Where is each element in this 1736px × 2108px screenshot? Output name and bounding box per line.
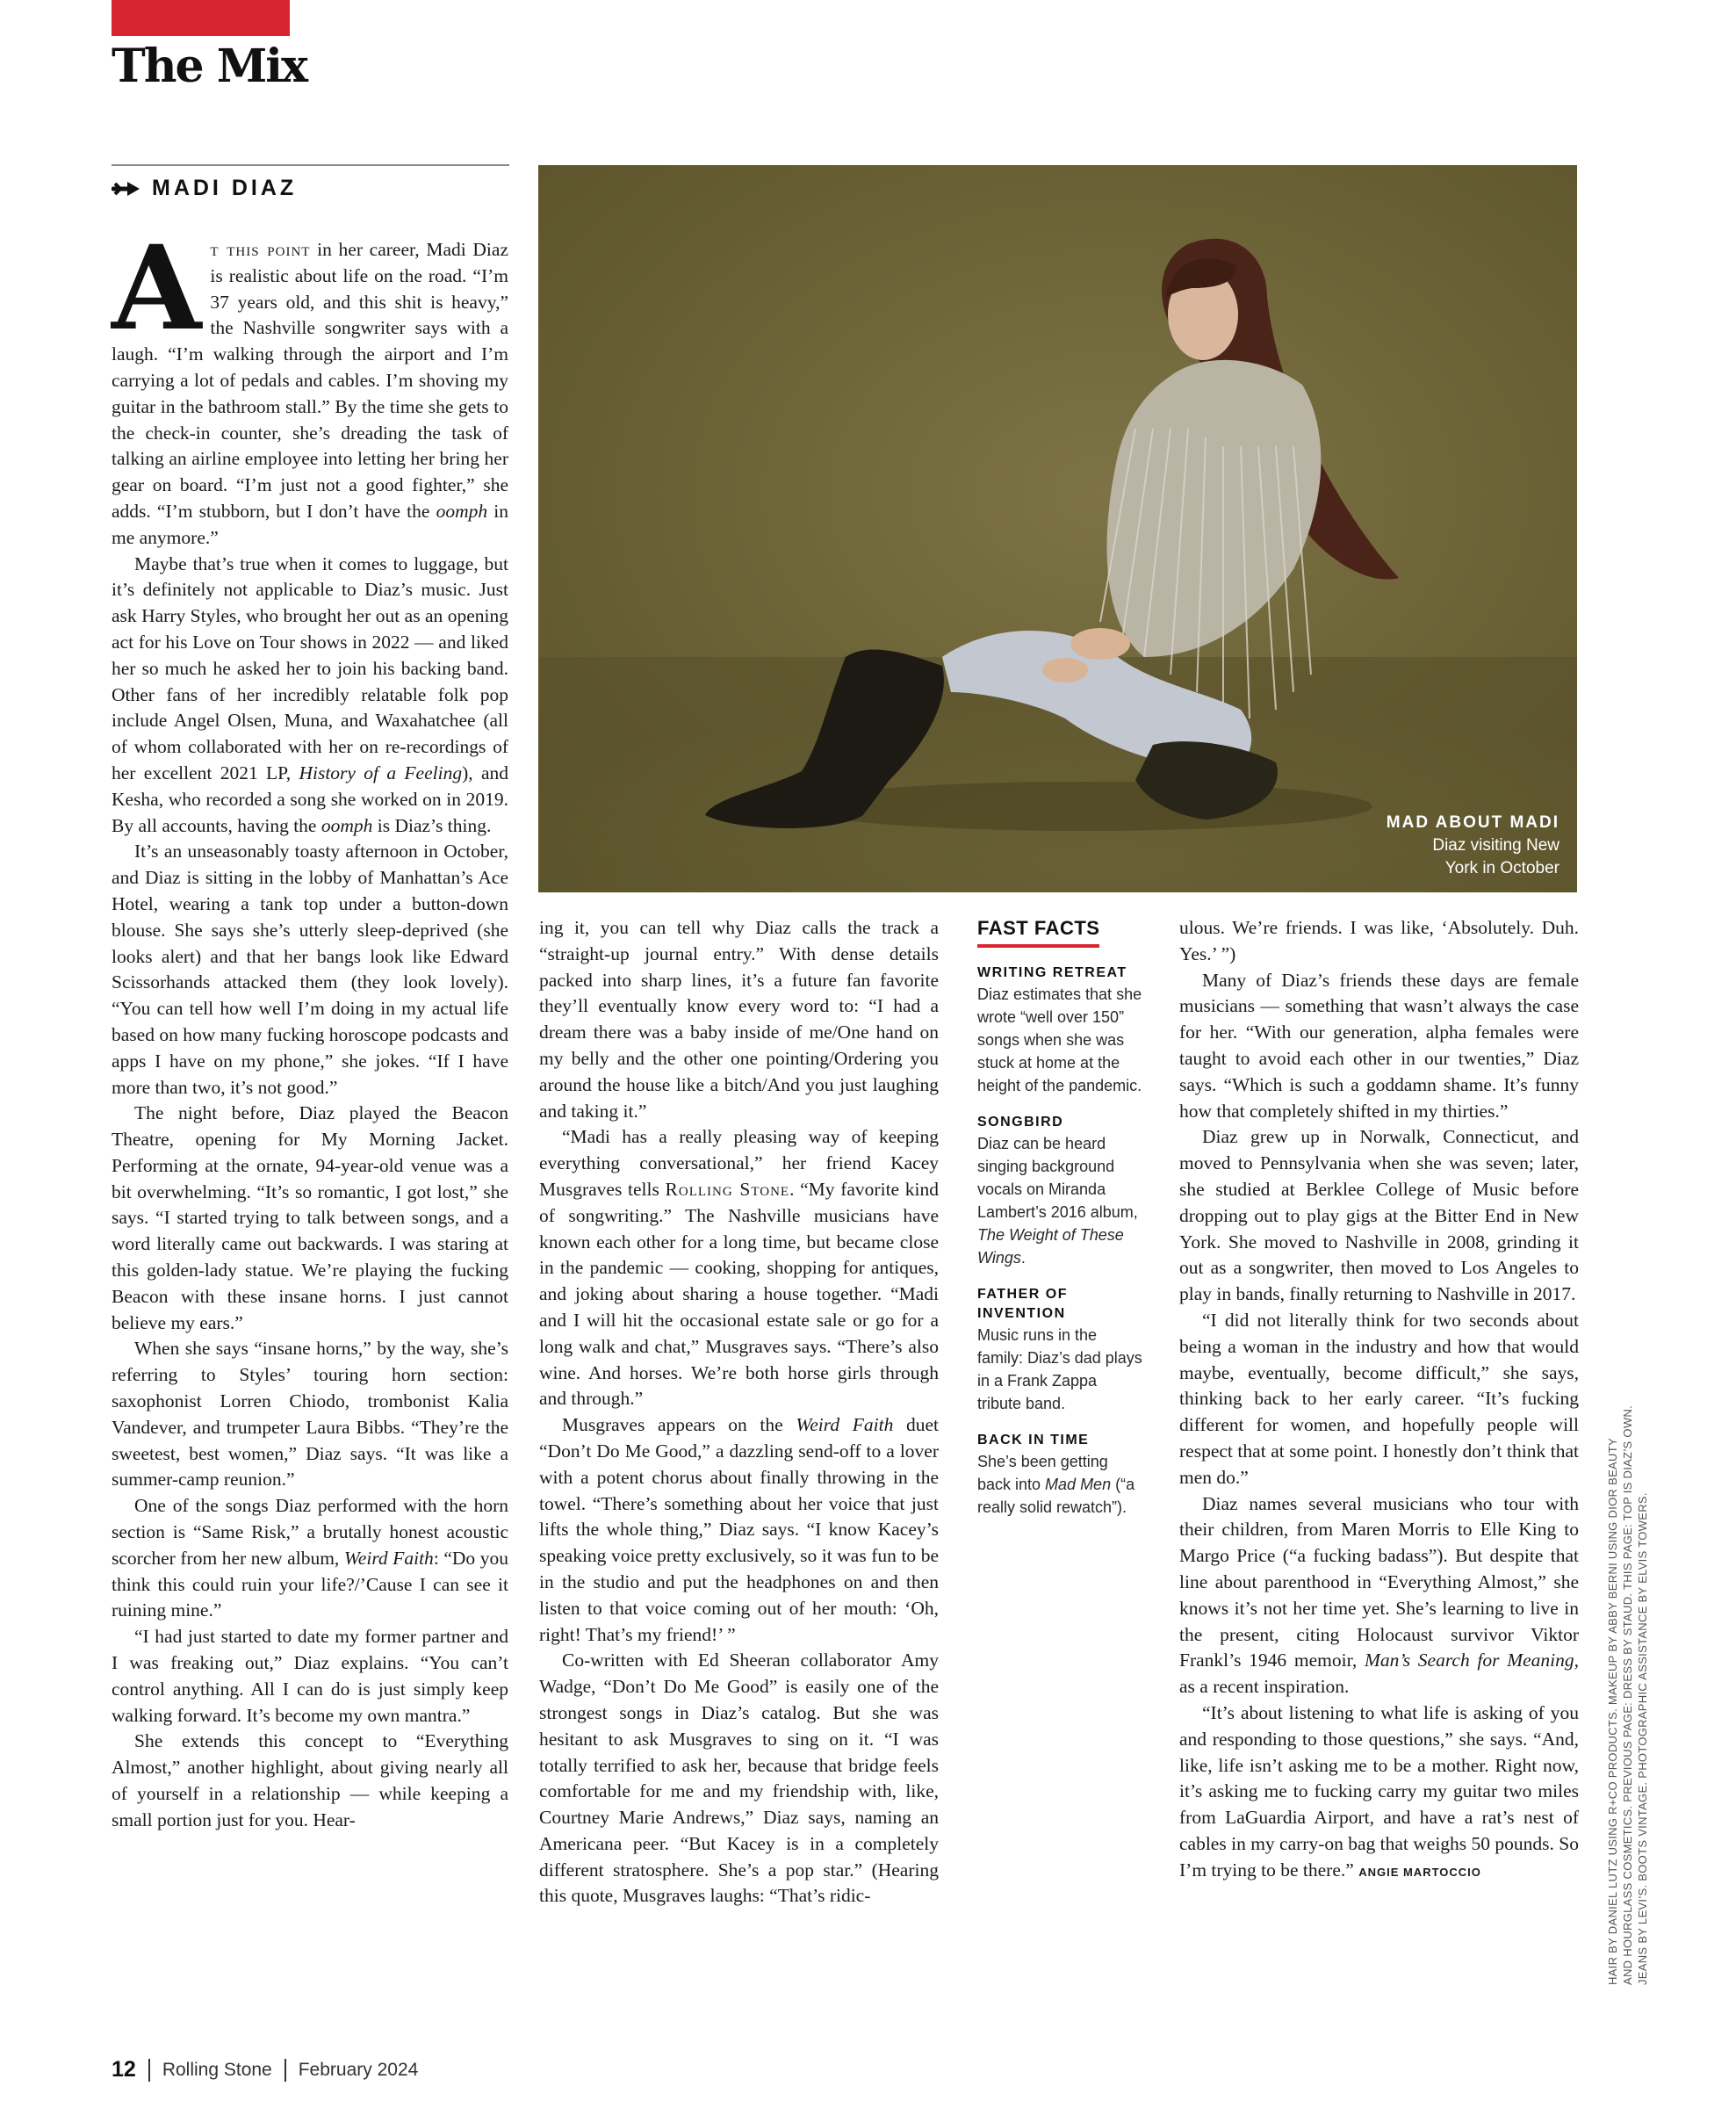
magazine-name: Rolling Stone bbox=[162, 2059, 272, 2080]
fact-heading: WRITING RETREAT bbox=[977, 965, 1127, 980]
article-paragraph: She extends this concept to “Everything Almost,” another highlight, about giving nearly all of yourself in a relationship — while keeping a small portion just for you. Hear- bbox=[112, 1730, 508, 1830]
fact-item bbox=[977, 1431, 1144, 1519]
fast-facts-title: FAST FACTS bbox=[977, 917, 1099, 948]
article-paragraph: “I had just started to date my former partner and I was freaking out,” Diaz explains. “You can’t control anything. All I can do is just simply keep walking forward. It’s become my own mantra.” bbox=[112, 1626, 508, 1726]
article-paragraph: “I did not literally think for two seconds about being a woman in the industry and how that would maybe, eventually, become difficult,” she says, thinking back to her early career. “It’s fucking different for women, and hopefully people will respect that at some point. I honestly don’t think that men do.” bbox=[1179, 1309, 1579, 1488]
credit-line: JEANS BY LEVI’S. BOOTS VINTAGE. PHOTOGRAPHIC ASSISTANCE BY ELVIS TOWERS. bbox=[1636, 1492, 1649, 1985]
page-footer bbox=[112, 2057, 418, 2083]
article-column-3 bbox=[1179, 915, 1579, 1885]
article-paragraph: Diaz grew up in Norwalk, Connecticut, and moved to Pennsylvania when she was seven; later, she studied at Berklee College of Music before dropping out to play gigs at the Bitter End in New York. She moved to Nashville in 2008, grinding it out as a songwriter, then moved to Los Angeles to play in bands, finally returning to Nashville in 2017. bbox=[1179, 1126, 1579, 1305]
feature-photo bbox=[538, 165, 1577, 892]
footer-divider bbox=[148, 2059, 150, 2082]
fact-item bbox=[977, 964, 1144, 1097]
fact-body: She’s been getting back into Mad Men (“a really solid rewatch”). bbox=[977, 1453, 1135, 1516]
artist-name: MADI DIAZ bbox=[152, 176, 298, 200]
article-paragraph: Diaz names several musicians who tour with their children, from Maren Morris to Elle King to Margo Price (“a fucking badass”). But despite that line about parenthood in “Everything Almost,” she knows it’s not her time yet. She’s learning to live in the present, citing Holocaust survivor Viktor Frankl’s 1946 memoir, Man’s Search for Meaning, as a recent inspiration. bbox=[1179, 1492, 1579, 1698]
article-paragraph: Co-written with Ed Sheeran collaborator Amy Wadge, “Don’t Do Me Good” is easily one of the strongest songs in Diaz’s catalog. But she was hesitant to ask Musgraves to sing on it. “I was totally terrified to ask her, because that bridge feels comfortable for me and my friendship with, like, Courtney Marie Andrews,” Diaz says, naming an Americana peer. “But Kacey is in a completely different stratosphere. She’s a pop star.” (Hearing this quote, Musgraves laughs: “That’s ridic- bbox=[539, 1650, 939, 1907]
page-number: 12 bbox=[112, 2057, 136, 2082]
drop-cap: A bbox=[112, 220, 202, 357]
credit-line: AND HOURGLASS COSMETICS. PREVIOUS PAGE: DRESS BY STAUD. THIS PAGE: TOP IS DIAZ’S OWN. bbox=[1621, 1405, 1634, 1985]
footer-divider bbox=[285, 2059, 286, 2082]
fact-heading: FATHER OF INVENTION bbox=[977, 1287, 1068, 1321]
article-column-1 bbox=[112, 220, 509, 1834]
fact-body: Diaz can be heard singing background vocals on Miranda Lambert’s 2016 album, The Weight of These Wings. bbox=[977, 1135, 1138, 1267]
photo-credits bbox=[1605, 1405, 1658, 1985]
article-paragraph: When she says “insane horns,” by the way, she’s referring to Styles’ touring horn section: saxophonist Lorren Chiodo, trombonist Kalia Vandever, and trumpeter Laura Bibbs. “They’re the sweetest, best women,” Diaz says. “It was like a summer-camp reunion.” bbox=[112, 1338, 508, 1491]
caption-title: MAD ABOUT MADI bbox=[1386, 813, 1560, 832]
fact-heading: SONGBIRD bbox=[977, 1115, 1064, 1130]
article-paragraph: ing it, you can tell why Diaz calls the track a “straight-up journal entry.” With dense details packed into sharp lines, it’s a future fan favorite they’ll eventually know every word to: “I had a dream there was a baby inside of me/One hand on my belly and the other one pointing/Ordering you around the house like a bitch/And you just laughing and taking it.” bbox=[539, 917, 939, 1122]
caption-line: Diaz visiting New bbox=[1432, 836, 1560, 855]
fact-heading: BACK IN TIME bbox=[977, 1433, 1090, 1447]
fact-body: Music runs in the family: Diaz’s dad plays in a Frank Zappa tribute band. bbox=[977, 1326, 1142, 1412]
kicker bbox=[112, 176, 297, 201]
lead-in: t this point bbox=[210, 239, 311, 260]
article-paragraph: It’s an unseasonably toasty afternoon in October, and Diaz is sitting in the lobby of Manhattan’s Ace Hotel, wearing a tank top under a button-down blouse. She says she’s utterly sleep-deprived (she looks alert) and that her bangs look like Edward Scissorhands attacked them (they look lovely). “You can tell how well I’m doing in my actual life based on how many fucking horoscope podcasts and apps I have on my phone,” she jokes. “If I have more than two, it’s not good.” bbox=[112, 841, 508, 1098]
article-paragraph: Many of Diaz’s friends these days are female musicians — something that wasn’t always the case for her. “With our generation, alpha females were taught to avoid each other in our twenties,” Diaz says. “Which is such a goddamn shame. It’s funny how that completely shifted in my thirties.” bbox=[1179, 969, 1579, 1122]
fact-item bbox=[977, 1285, 1144, 1415]
article-paragraph: The night before, Diaz played the Beacon Theatre, opening for My Morning Jacket. Performing at the ornate, 94-year-old venue was a bit overwhelming. “It’s so romantic, I got lost,” she says. “I started trying to talk between songs, and a word literally came out backwards. I was staring at this golden-lady statue. We’re playing the fucking Beacon with these insane horns. I just cannot believe my ears.” bbox=[112, 1102, 508, 1333]
kicker-rule bbox=[112, 164, 509, 166]
article-paragraph: ulous. We’re friends. I was like, ‘Absolutely. Duh. Yes.’ ”) bbox=[1179, 917, 1579, 964]
section-title: The Mix bbox=[112, 40, 307, 93]
article-paragraph: Musgraves appears on the Weird Faith duet “Don’t Do Me Good,” a dazzling send-off to a lover with a potent chorus about finally throwing in the towel. “There’s something about her voice that just lifts the whole thing,” Diaz says. “I know Kacey’s speaking voice pretty exclusively, so it was fun to be in the studio and put the headphones on and then listen to that voice coming out of her mouth: ‘Oh, right! That’s my friend!’ ” bbox=[539, 1414, 939, 1645]
fact-body: Diaz estimates that she wrote “well over 150” songs when she was stuck at home at the height of the pandemic. bbox=[977, 985, 1142, 1094]
photo-caption bbox=[1387, 812, 1560, 880]
byline: ANGIE MARTOCCIO bbox=[1358, 1865, 1481, 1879]
credit-line: HAIR BY DANIEL LUTZ USING R+CO PRODUCTS. MAKEUP BY ABBY BERNI USING DIOR BEAUTY bbox=[1606, 1438, 1619, 1985]
caption-line: York in October bbox=[1444, 859, 1560, 877]
article-paragraph: At this point in her career, Madi Diaz is realistic about life on the road. “I’m 37 years old, and this shit is heavy,” the Nashville songwriter says with a laugh. “I’m walking through the airport and I’m carrying a lot of pedals and cables. I’m shoving my guitar in the bathroom stall.” By the time she gets to the check-in counter, she’s dreading the task of talking an airline employee into letting her bring her gear on board. “I’m just not a good fighter,” she adds. “I’m stubborn, but I don’t have the oomph in me anymore.” bbox=[112, 220, 508, 548]
fact-item bbox=[977, 1113, 1144, 1269]
article-paragraph: “Madi has a really pleasing way of keeping everything conversational,” her friend Kacey Musgraves tells Rolling Stone. “My favorite kind of songwriting.” The Nashville musicians have known each other for a long time, but became close in the pandemic — cooking, shopping for antiques, and joking about sharing a house together. “Madi and I will hit the occasional estate sale or go for a long walk and chat,” Musgraves says. “There’s also wine. And horses. We’re both horse girls through and through.” bbox=[539, 1126, 939, 1410]
article-paragraph: Maybe that’s true when it comes to luggage, but it’s definitely not applicable to Diaz’s music. Just ask Harry Styles, who brought her out as an opening act for his Love on Tour shows in 2022 — and liked her so much he asked her to join his backing band. Other fans of her incredibly relatable folk pop include Angel Olsen, Muna, and Waxahatchee (all of whom collaborated with her on re-recordings of her excellent 2021 LP, History of a Feeling), and Kesha, who recorded a song she worked on in 2019. By all accounts, having the oomph is Diaz’s thing. bbox=[112, 552, 509, 836]
fast-facts-sidebar bbox=[977, 917, 1144, 1519]
article-paragraph: One of the songs Diaz performed with the horn section is “Same Risk,” a brutally honest acoustic scorcher from her new album, Weird Faith: “Do you think this could ruin your life?/’Cause I can see it ruining mine.” bbox=[112, 1495, 509, 1621]
issue-date: February 2024 bbox=[298, 2059, 419, 2080]
section-color-bar bbox=[112, 0, 290, 36]
article-column-2 bbox=[539, 915, 939, 1909]
arrow-icon bbox=[112, 179, 143, 199]
article-paragraph: “It’s about listening to what life is asking of you and responding to those questions,” she says. “And, like, life isn’t asking me to be a mother. Right now, it’s asking me to fucking carry my guitar two miles from LaGuardia Airport, and have a rat’s nest of cables in my carry-on bag that weighs 50 pounds. So I’m trying to be there.” ANGIE MARTOCCIO bbox=[1179, 1701, 1579, 1881]
